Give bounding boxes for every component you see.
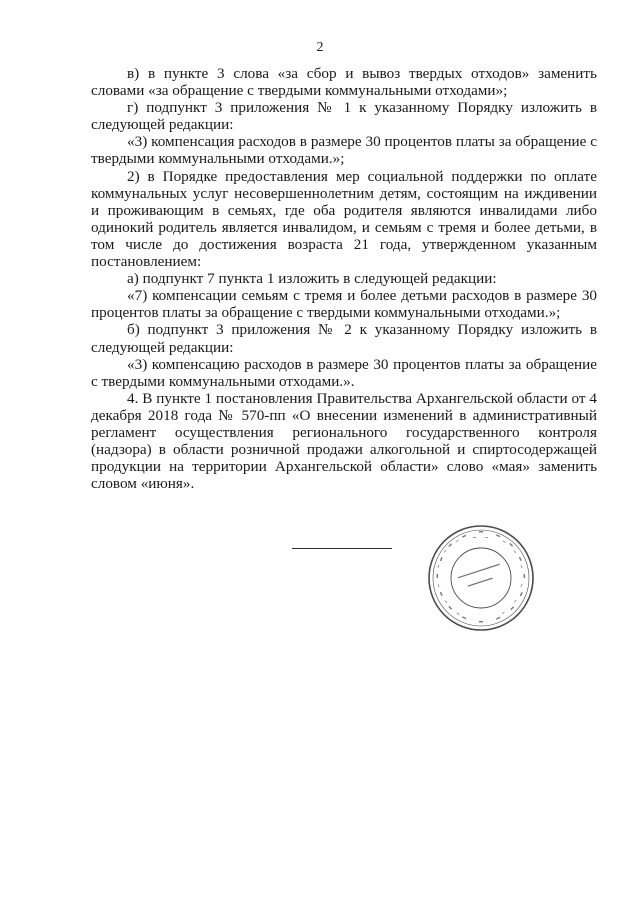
paragraph-item-b: б) подпункт 3 приложения № 2 к указанному Порядку изложить в следующей редакции: — [91, 321, 597, 356]
paragraph-item-v: в) в пункте 3 слова «за сбор и вывоз твердых отходов» заменить словами «за обращение с твердыми коммунальными отходами»; — [91, 65, 597, 100]
paragraph-quote-3-second: «3) компенсацию расходов в размере 30 процентов платы за обращение с твердыми коммунальными отходами.». — [91, 355, 597, 390]
paragraph-quote-3-first: «3) компенсация расходов в размере 30 процентов платы за обращение с твердыми коммунальными отходами.»; — [91, 133, 597, 168]
closing-divider — [292, 548, 392, 549]
paragraph-quote-7: «7) компенсации семьям с тремя и более детьми расходов в размере 30 процентов платы за обращение с твердыми коммунальными отходами.»; — [91, 287, 597, 322]
paragraph-item-2: 2) в Порядке предоставления мер социальной поддержки по оплате коммунальных услуг несовершеннолетним детям, состоящим на иждивении и проживающим в семьях, где оба родителя являются инвалидами либо одинокий родитель является инвалидом, и семьям с тремя и более детьми, в том числе до достижения возраста 21 года, утвержденном указанным постановлением: — [91, 167, 597, 271]
page-number: 2 — [316, 40, 324, 55]
paragraph-item-g: г) подпункт 3 приложения № 1 к указанному Порядку изложить в следующей редакции: — [91, 99, 597, 134]
protocol-department-stamp — [426, 523, 536, 633]
document-body — [91, 65, 597, 492]
paragraph-item-4: 4. В пункте 1 постановления Правительства Архангельской области от 4 декабря 2018 года № 570-пп «О внесении изменений в административный регламент осуществления регионального государственного контроля (надзора) в области розничной продажи алкогольной и спиртосодержащей продукции на территории Архангельской области» слово «мая» заменить словом «июня». — [91, 389, 597, 493]
paragraph-item-a: а) подпункт 7 пункта 1 изложить в следующей редакции: — [127, 270, 497, 288]
